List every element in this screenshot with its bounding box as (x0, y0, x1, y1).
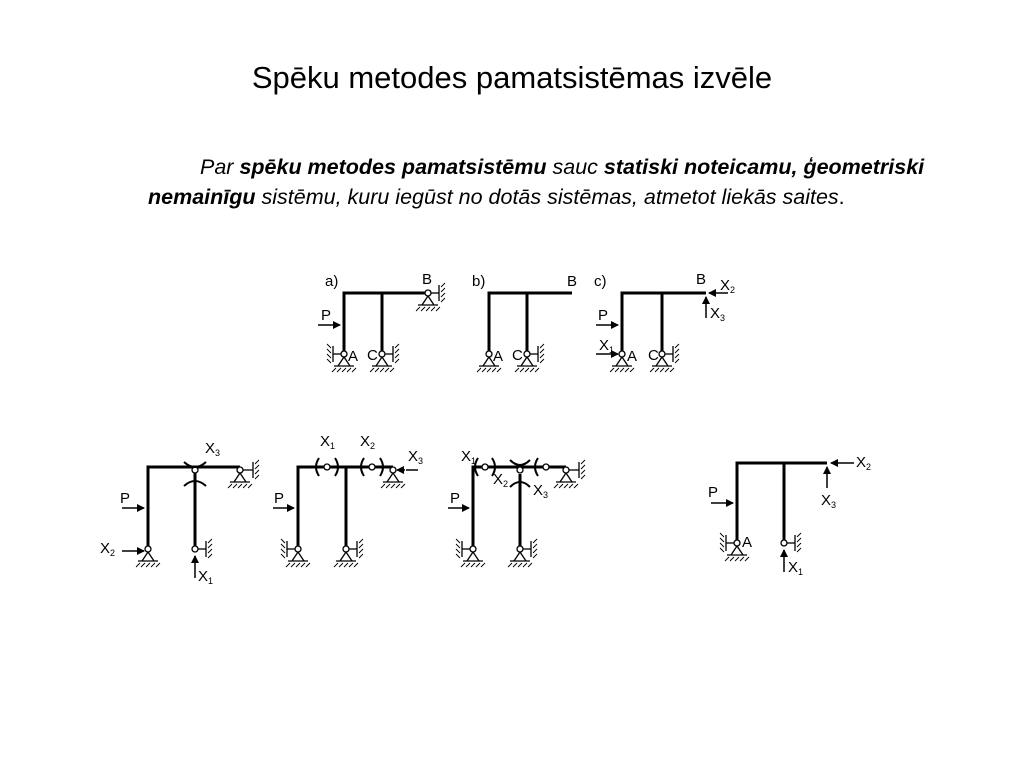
basic-system-1 (100, 440, 259, 586)
bs4-x1: $X_1$ (788, 559, 804, 577)
definition-term: spēku metodes pamatsistēmu (239, 155, 547, 179)
bs3-x2: $X_2$ (493, 471, 509, 489)
frame-a-tag: a) (325, 273, 339, 290)
frame-b-label-a: A (493, 348, 504, 365)
frame-c (594, 271, 735, 372)
bs2-x2: $X_2$ (360, 433, 376, 451)
frame-b-tag: b) (472, 273, 486, 290)
definition-text-3: sistēmu, kuru iegūst no dotās sistēmas, atmetot liekās saites (255, 185, 839, 209)
frame-a-label-p: P (321, 307, 332, 324)
bs3-label-p: P (450, 490, 461, 507)
frame-c-x2: $X_2$ (720, 277, 736, 295)
frame-c-label-a: A (627, 348, 638, 365)
bs1-label-p: P (120, 490, 131, 507)
bs1-x1: $X_1$ (198, 568, 214, 586)
definition-property: statiski noteicamu, ģeometriski nemainīgu (148, 155, 925, 209)
bs3-x3: $X_3$ (533, 482, 549, 500)
bs2-label-p: P (274, 490, 285, 507)
bs4-label-a: A (742, 534, 753, 551)
bs4-x3: $X_3$ (821, 492, 837, 510)
frame-a (318, 271, 445, 372)
basic-system-2 (273, 433, 423, 567)
bs3-x1: $X_1$ (461, 448, 477, 466)
bs2-x1: $X_1$ (320, 433, 336, 451)
frame-c-label-b: B (696, 271, 707, 288)
frame-b (472, 273, 577, 372)
frame-c-label-c: C (648, 347, 659, 364)
frame-c-x1: $X_1$ (599, 337, 615, 355)
frame-b-label-b: B (567, 273, 578, 290)
definition-end: . (838, 185, 845, 209)
bs1-x3: $X_3$ (205, 440, 221, 458)
frame-c-tag: c) (594, 273, 607, 290)
frame-c-label-p: P (598, 307, 609, 324)
bs2-x3: $X_3$ (408, 448, 424, 466)
bs4-label-p: P (708, 484, 719, 501)
frame-c-x3: $X_3$ (710, 305, 726, 323)
basic-system-4 (708, 454, 871, 577)
frame-b-label-c: C (512, 347, 523, 364)
definition-text-1: Par (200, 155, 240, 179)
bs4-x2: $X_2$ (856, 454, 872, 472)
frame-a-label-b: B (422, 271, 433, 288)
frame-a-label-a: A (348, 348, 359, 365)
basic-system-3 (448, 448, 585, 567)
definition-text-2: sauc (546, 155, 604, 179)
bs1-x2: $X_2$ (100, 540, 116, 558)
frame-a-label-c: C (367, 347, 378, 364)
slide-title: Spēku metodes pamatsistēmas izvēle (251, 60, 773, 95)
